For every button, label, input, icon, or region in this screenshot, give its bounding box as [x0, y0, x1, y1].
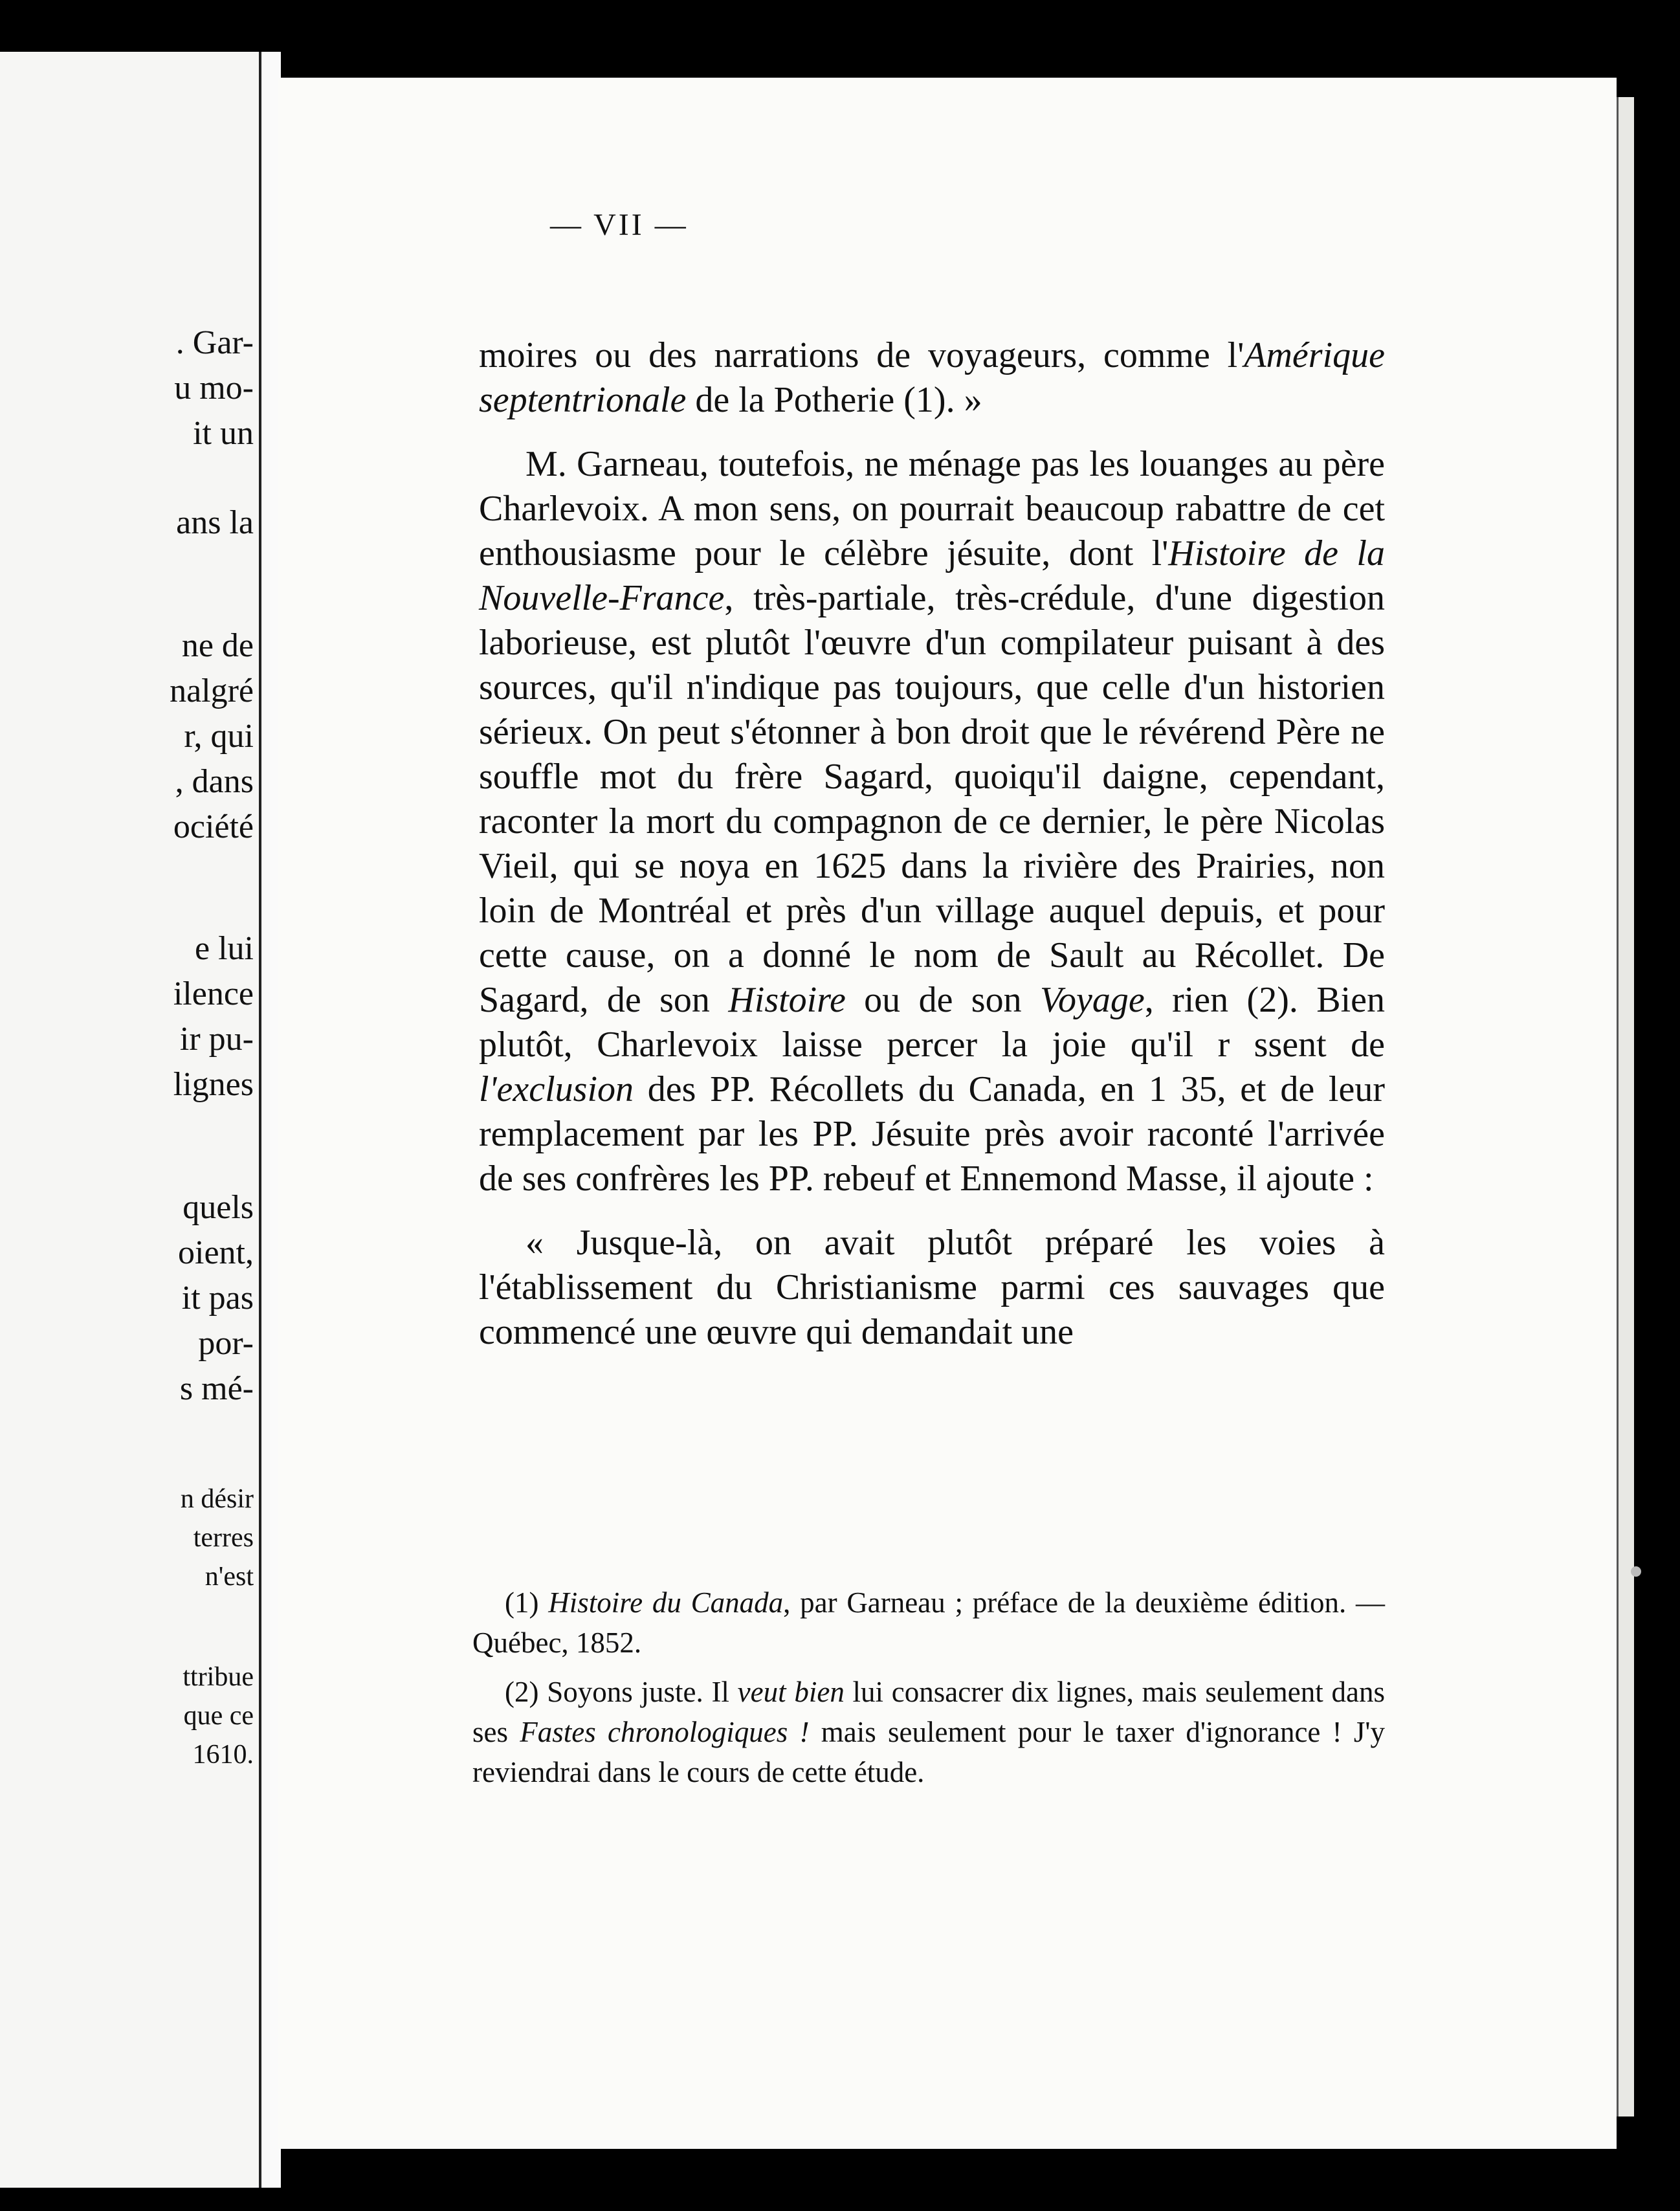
left-line: s mé- — [179, 1370, 254, 1407]
left-line: u mo- — [174, 370, 254, 406]
left-line: oient, — [178, 1234, 254, 1271]
left-footnote-line: que ce — [183, 1701, 254, 1731]
left-line: it un — [193, 415, 254, 452]
page-edge — [1617, 97, 1634, 2117]
text-run: M. Garneau, toutefois, ne ménage pas les louanges au père Charlevoix. A mon sens, on pourrait beaucoup rabattre de cet enthousiasme pour le célèbre jésuite, dont l' — [479, 444, 1385, 573]
left-footnote-line: n désir — [180, 1484, 254, 1514]
text-run: ou de son — [845, 980, 1040, 1020]
footnote-2 — [472, 1672, 1385, 1792]
text-run: lui consacrer dix lignes, mais seulement dans ses — [472, 1676, 1385, 1748]
paragraph-3-quote: « Jusque-là, on avait plutôt préparé les voies à l'établissement du Christianisme parmi ces sauvages que commencé une œuvre qui demandait une — [479, 1223, 1385, 1352]
left-line: nalgré — [170, 672, 254, 709]
left-footnote-line: ttribue — [182, 1662, 254, 1692]
italic-title: Histoire — [728, 980, 846, 1020]
left-page-fragment — [0, 52, 259, 2188]
left-line: ans la — [176, 504, 254, 541]
text-run: , par Garneau ; préface de la deuxième édition. — Québec, 1852. — [472, 1586, 1385, 1659]
text-run: (1) — [505, 1586, 549, 1619]
text-run: moires ou des narrations de voyageurs, comme l' — [479, 335, 1244, 375]
left-line: ir pu- — [179, 1021, 254, 1058]
left-line: quels — [182, 1189, 254, 1226]
left-line: , dans — [175, 763, 254, 800]
italic-phrase: veut bien — [737, 1676, 845, 1708]
left-line: ilence — [173, 975, 254, 1012]
text-run: de la Potherie (1). » — [686, 380, 982, 420]
page-gutter — [259, 52, 281, 2188]
paragraph-2 — [479, 442, 1385, 1201]
italic-title: Histoire de la Nouvelle-France — [479, 533, 1385, 618]
text-run: , rien (2). Bien plutôt, Charlevoix laisse percer la joie qu'il r ssent de — [479, 980, 1386, 1065]
body-text — [479, 333, 1385, 1355]
left-footnote-line: n'est — [204, 1562, 254, 1592]
left-line: lignes — [173, 1066, 254, 1103]
scan-speck — [1631, 1566, 1641, 1577]
text-run: (2) Soyons juste. Il — [505, 1676, 738, 1708]
paragraph-1 — [479, 333, 1385, 423]
text-run: des PP. Récollets du Canada, en 1 35, et de leur remplacement par les PP. Jésuite près avoir raconté l'arrivée de ses confrères les PP. rebeuf et Ennemond Masse, il ajoute : — [479, 1069, 1385, 1199]
italic-title: Voyage — [1040, 980, 1145, 1020]
italic-title: Histoire du Canada — [548, 1586, 784, 1619]
left-line: e lui — [195, 930, 254, 967]
left-footnote-line: 1610. — [192, 1740, 254, 1770]
left-line: por- — [198, 1325, 254, 1362]
left-line: ociété — [173, 808, 254, 845]
left-line: r, qui — [184, 718, 254, 755]
italic-term: l'exclusion — [479, 1069, 634, 1109]
left-line: ne de — [181, 627, 254, 664]
left-line: it pas — [181, 1280, 254, 1317]
left-footnote-line: terres — [193, 1523, 254, 1553]
footnotes — [472, 1583, 1385, 1792]
left-line: . Gar- — [175, 324, 254, 361]
footnote-1 — [472, 1583, 1385, 1663]
page-header-numeral: — VII — — [550, 208, 689, 242]
text-run: mais seulement pour le taxer d'ignorance ! J'y reviendrai dans le cours de cette étude. — [472, 1716, 1386, 1788]
text-run: , très-partiale, très-crédule, d'une digestion laborieuse, est plutôt l'œuvre d'un compilateur puisant à des sources, qu'il n'indique pas toujours, que celle d'un historien sérieux. On peut s'étonner à bon droit que le révérend Père ne souffle mot du frère Sagard, quoiqu'il daigne, cependant, raconter la mort du compagnon de ce dernier, le père Nicolas Vieil, qui se noya en 1625 dans la rivière des Prairies, non loin de Montréal et près d'un village auquel depuis, et pour cette cause, on a donné le nom de Sault au Récollet. De Sagard, de son — [479, 578, 1385, 1020]
italic-title: Amérique septentrionale — [479, 335, 1385, 420]
italic-title: Fastes chronologiques ! — [520, 1716, 810, 1748]
